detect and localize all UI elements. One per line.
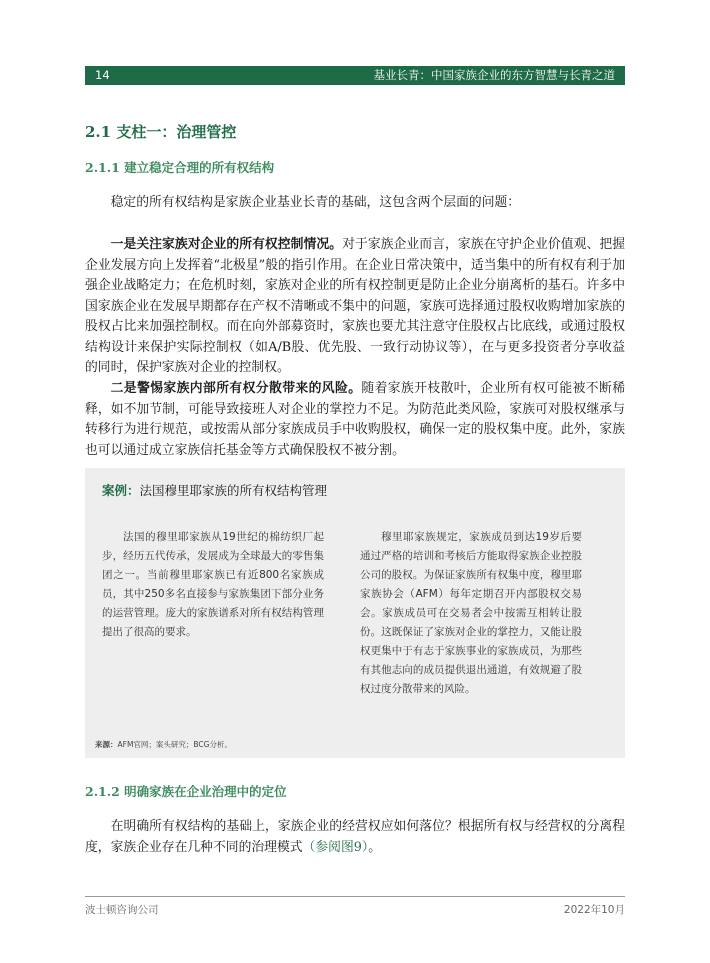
point-one-lead: 一是关注家族对企业的所有权控制情况。 xyxy=(110,237,343,252)
case-left-column: 法国的穆里耶家族从19世纪的棉纺织厂起步，经历五代传承，发展成为全球最大的零售集团之一。当前穆里耶家族已有近800名家族成员，其中250多名直接参与家族集团下部分业务的运营管理。庞大的家族谱系对所有权结构管理提出了很高的要求。 xyxy=(102,531,324,638)
point-two-lead: 二是警惕家族内部所有权分散带来的风险。 xyxy=(110,381,362,396)
subsection-heading-2: 2.1.2 明确家族在企业治理中的定位 xyxy=(85,784,287,799)
governance-end: 。 xyxy=(368,839,382,855)
point-one-body: 对于家族企业而言，家族在守护企业价值观、把握企业发展方向上发挥着“北极星”般的指引作用。在企业日常决策中，适当集中的所有权有利于加强企业战略定力；在危机时刻，家族对企业的所有权控制更是防止企业分崩离析的基石。许多中国家族企业在发展早期都存在产权不清晰或不集中的问题，家族可选择通过股权收购增加家族的股权占比来加强控制权。而在向外部募资时，家族也要尤其注意守住股权占比底线，或通过股权结构设计来保护实际控制权（如A/B股、优先股、一致行动协议等），在与更多投资者分享收益的同时，保护家族对企业的控制权。 xyxy=(85,237,626,375)
case-source-text: AFM官网；案头研究；BCG分析。 xyxy=(117,740,232,749)
case-right-column: 穆里耶家族规定，家族成员到达19岁后要通过严格的培训和考核后方能取得家族企业控股公司的股权。为保证家族所有权集中度，穆里耶家族协会（AFM）每年定期召开内部股权交易会。家族成员可在交易者会中按需互相转让股份。这既保证了家族对企业的掌控力，又能让股权更集中于有志于家族事业的家族成员，为那些有其他志向的成员提供退出通道，有效规避了股权过度分散带来的风险。 xyxy=(360,531,582,695)
subsection-heading-1: 2.1.1 建立稳定合理的所有权结构 xyxy=(85,160,275,175)
footer-date: 2022年10月 xyxy=(563,904,625,916)
case-study-box xyxy=(85,468,625,758)
page-number: 14 xyxy=(95,68,110,82)
case-source xyxy=(95,739,232,750)
point-two-paragraph xyxy=(85,379,625,461)
footer-divider xyxy=(85,896,625,897)
figure-reference-link[interactable]: （参阅图9） xyxy=(302,839,369,855)
running-header xyxy=(85,66,625,85)
running-title: 基业长青：中国家族企业的东方智慧与长青之道 xyxy=(373,68,615,82)
case-label: 案例： xyxy=(102,483,140,498)
case-source-label: 来源： xyxy=(95,740,118,749)
governance-paragraph xyxy=(85,817,625,858)
footer-company: 波士顿咨询公司 xyxy=(85,904,159,916)
point-two-body: 随着家族开枝散叶，企业所有权可能被不断稀释，如不加节制，可能导致接班人对企业的掌控力不足。为防范此类风险，家族可对股权继承与转移行为进行规范，或按需从部分家族成员手中收购股权，确保一定的股权集中度。此外，家族也可以通过成立家族信托基金等方式确保股权不被分割。 xyxy=(85,381,626,458)
section-heading: 2.1 支柱一：治理管控 xyxy=(85,123,237,141)
case-title xyxy=(102,481,327,499)
governance-body: 在明确所有权结构的基础上，家族企业的经营权应如何落位？根据所有权与经营权的分离程度，家族企业存在几种不同的治理模式 xyxy=(85,819,625,855)
case-title-text: 法国穆里耶家族的所有权结构管理 xyxy=(139,483,328,498)
intro-paragraph: 稳定的所有权结构是家族企业基业长青的基础，这包含两个层面的问题： xyxy=(110,195,521,210)
point-one-paragraph xyxy=(85,235,625,379)
